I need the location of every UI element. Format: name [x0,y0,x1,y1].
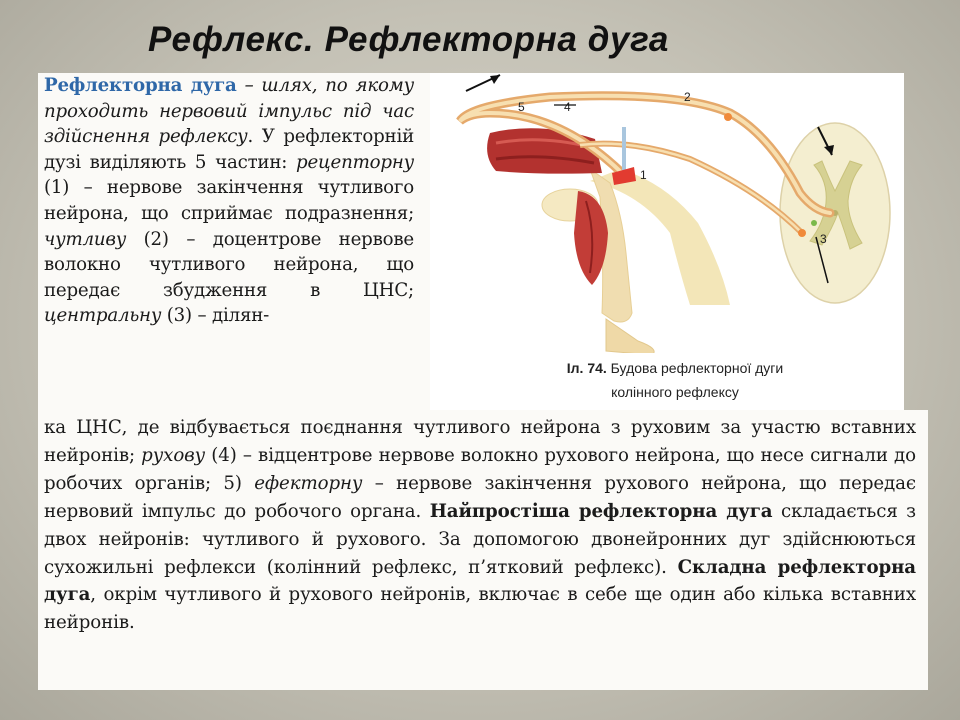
caption-line-2: колінного рефлексу [611,384,739,400]
part-sensory: чутливу [44,228,127,250]
part-effector: ефекторну [254,472,363,494]
term-reflex-arc: Рефлекторна дуга [44,75,237,96]
column-text-5: (3) – ділян- [161,305,270,327]
definition-text: – шлях, по якому проходить нервовий імпульс під час здійснення рефлексу [44,75,414,148]
wide-text-2: (4) – відцентрове нервове волокно рухового нейрона, що несе сигнали до робочих органів; 5) [44,444,916,494]
term-complex-arc: Складна рефлекторна дуга [44,556,916,606]
label-3: 3 [820,232,827,246]
label-1: 1 [640,168,647,182]
term-simple-arc: Найпростіша рефлекторна дуга [429,500,773,522]
column-text [44,73,414,329]
reflex-arc-diagram [430,73,904,353]
label-4: 4 [564,100,571,114]
wide-text [44,414,916,637]
wide-text-3: – нервове закінчення рухового нейрона, що передає нервовий імпульс до робочого органа. [44,472,916,522]
slide-title: Рефлекс. Рефлекторна дуга [148,20,669,59]
column-text-3: (1) – нервове закінчення чутливого нейрона, що сприймає подразнення; [44,177,414,224]
wide-text-4: складається з двох нейронів: чутливого й рухового. За допомогою двонейронних дуг здійснюються сухожильні рефлекси (колінний рефлекс, п’ятковий рефлекс). [44,500,916,578]
thigh-muscle [487,128,602,173]
figure-caption [510,356,840,404]
wide-text-5: , окрім чутливого й рухового нейронів, включає в себе ще один або кілька вставних нейронів. [44,584,916,634]
spinal-cord [780,123,890,303]
column-text-4: (2) – доцентрове нервове волокно чутливого нейрона, що передає збудження в ЦНС; [44,228,414,301]
reflex-hammer-icon [612,127,636,185]
part-motor: рухову [141,444,206,466]
column-text-2: . У рефлекторній дузі виділяють 5 частин: [44,126,414,173]
caption-number: Іл. 74. [566,360,607,376]
label-2: 2 [684,90,691,104]
caption-line-1: Будова рефлекторної дуги [606,360,784,376]
label-5: 5 [518,100,525,114]
wide-text-1: ка ЦНС, де відбувається поєднання чутливого нейрона з руховим за участю вставних нейронів; [44,417,916,466]
part-receptor: рецепторну [296,151,414,173]
leg-illustration [542,169,730,353]
part-central: центральну [44,305,162,327]
